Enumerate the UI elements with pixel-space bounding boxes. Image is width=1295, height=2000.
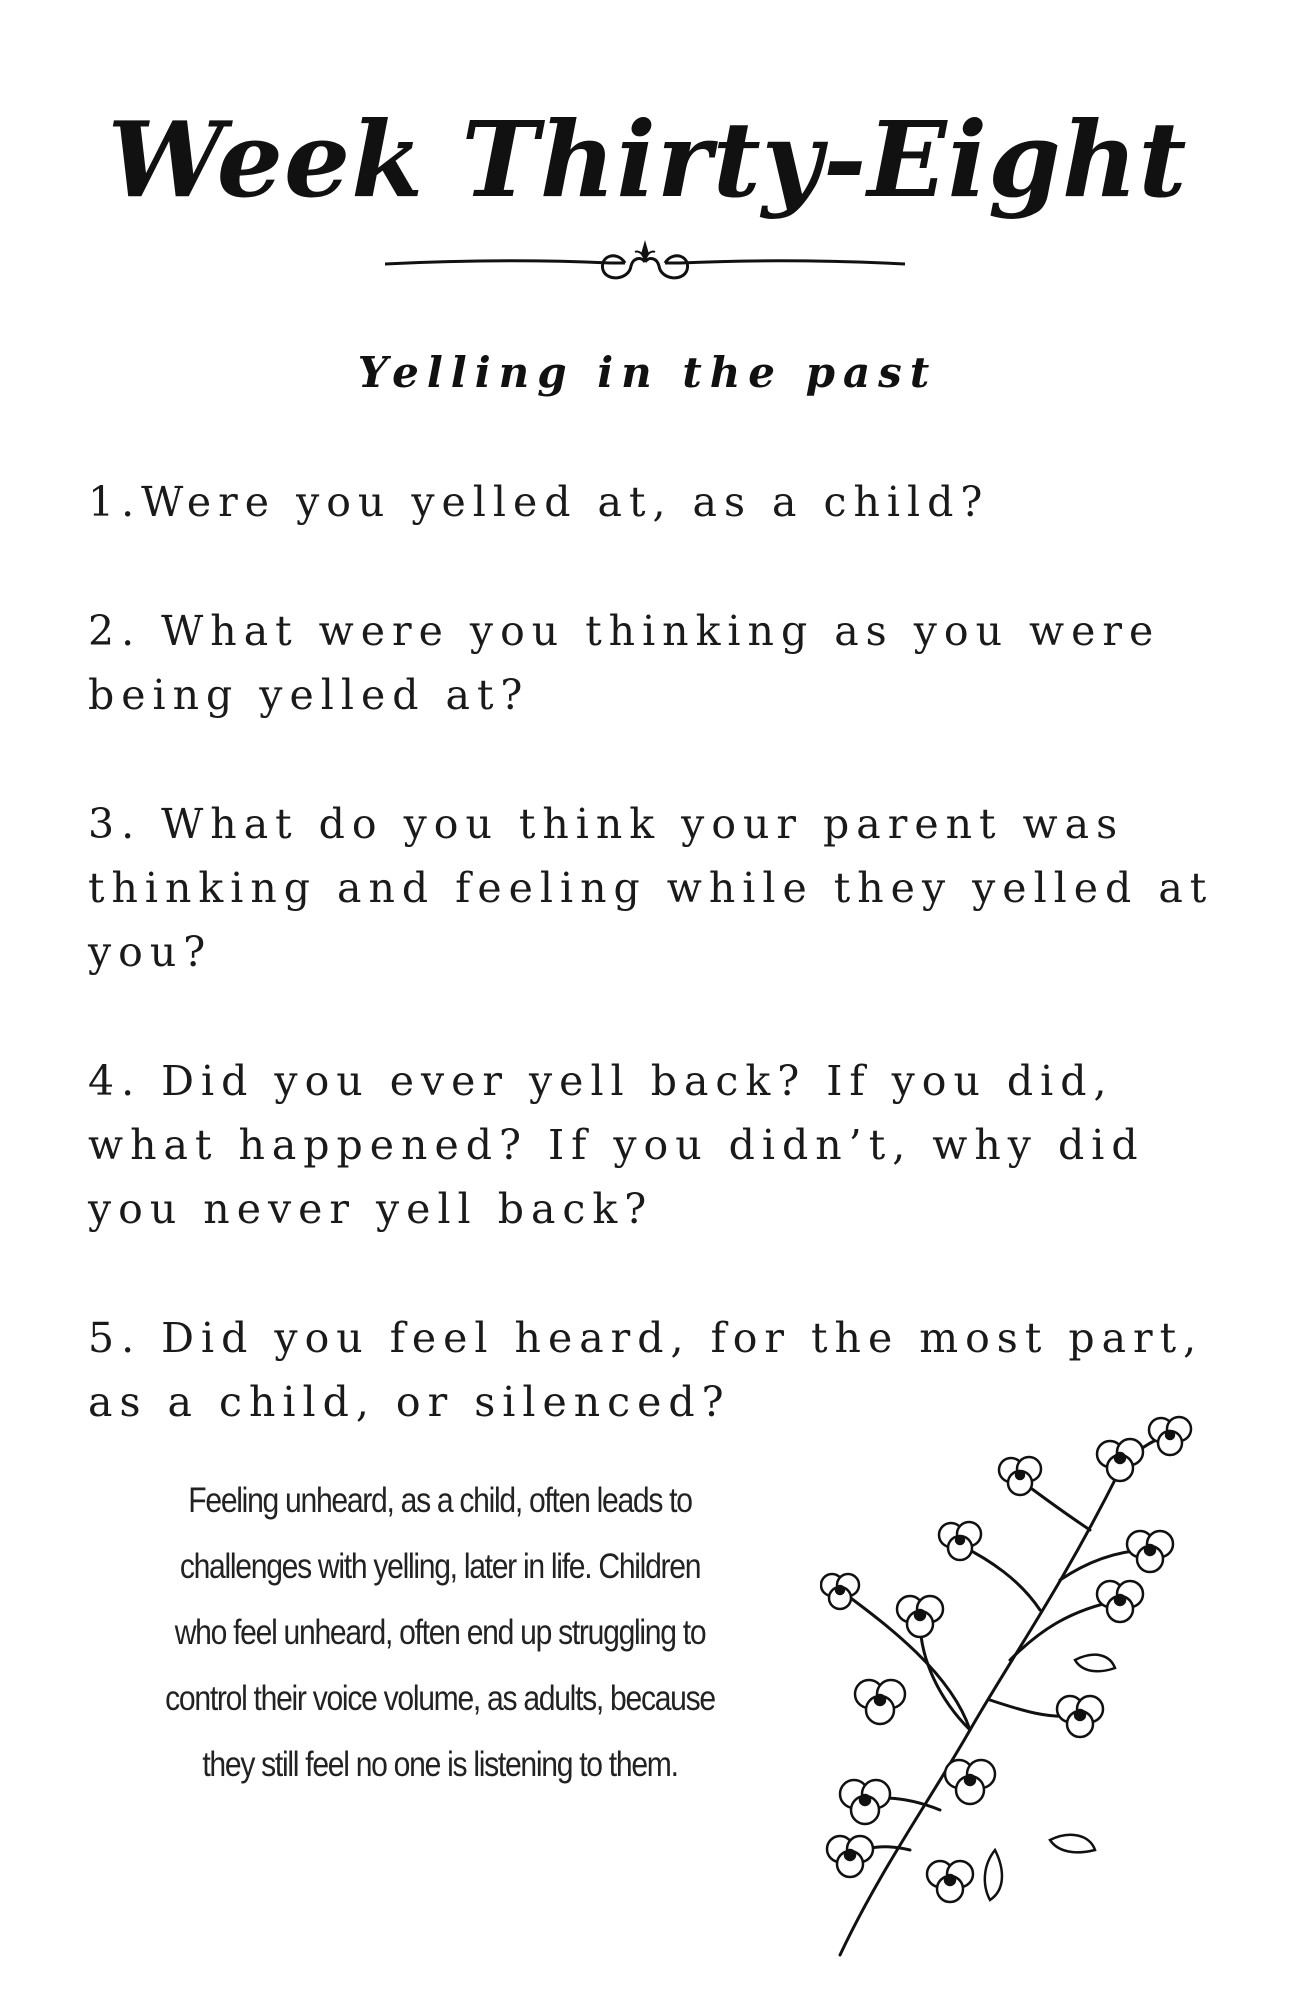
flourish-divider-icon	[385, 236, 905, 292]
reflection-note	[156, 1468, 724, 1798]
note-line-4: control their voice volume, as adults, because	[165, 1679, 715, 1718]
flower-branch-icon	[820, 1400, 1220, 1960]
question-1: 1.Were you yelled at, as a child?	[88, 478, 990, 526]
question-4: 4. Did you ever yell back? If you did, what happened? If you didn’t, why did you never yell back?	[88, 1057, 1145, 1233]
page-title: Week Thirty-Eight	[107, 98, 1188, 221]
section-subtitle: Yelling in the past	[357, 348, 938, 397]
question-2: 2. What were you thinking as you were being yelled at?	[88, 607, 1161, 719]
note-line-2: challenges with yelling, later in life. Children	[179, 1547, 701, 1586]
question-3: 3. What do you think your parent was thinking and feeling while they yelled at you?	[88, 800, 1214, 976]
note-line-3: who feel unheard, often end up struggling to	[174, 1613, 706, 1652]
note-line-1: Feeling unheard, as a child, often leads to	[188, 1481, 692, 1520]
question-5: 5. Did you feel heard, for the most part, as a child, or silenced?	[88, 1314, 1204, 1426]
note-line-5: they still feel no one is listening to them.	[202, 1745, 678, 1784]
question-list	[88, 470, 1238, 1499]
